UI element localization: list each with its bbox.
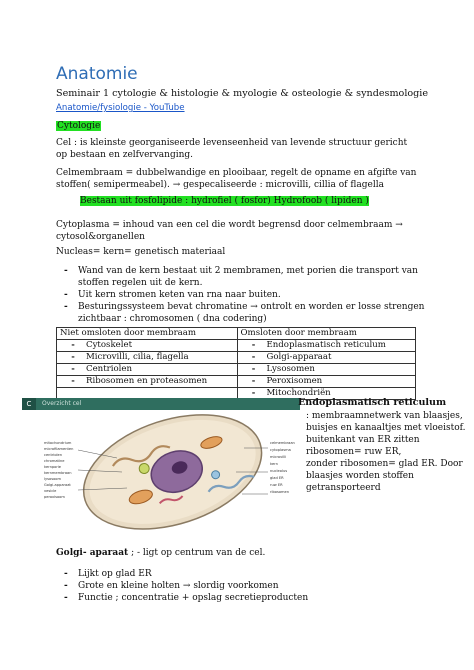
figure-banner-letter: C (22, 398, 36, 410)
youtube-link[interactable]: Anatomie/fysiologie - YouTube (56, 103, 185, 113)
table-cell (57, 364, 238, 376)
table-cell-text: Mitochondriën (266, 388, 331, 398)
er-description (306, 410, 466, 494)
table-cell-text: Centriolen (86, 364, 133, 374)
figure-label: lysosoom (44, 477, 61, 481)
bullet-dash: - (64, 581, 68, 591)
figure-label: ribosomen (270, 490, 290, 494)
bullet-dash: - (251, 364, 256, 374)
er-line: getransporteerd (306, 483, 381, 493)
bullet-dash: - (64, 593, 68, 603)
cytoplasma-paragraph: Cytoplasma = inhoud van een cel die wordt begrensd door celmembraam → cytosol&organellen (56, 220, 403, 242)
golgi-bullet-text: Lijkt op glad ER (78, 569, 152, 579)
bullet-dash: - (64, 569, 68, 579)
table-header-row (57, 328, 416, 340)
figure-label: microvilli (270, 455, 287, 459)
figure-label: chromatine (44, 459, 65, 463)
figure-label: mitochondrium (44, 441, 72, 445)
table-cell (237, 340, 416, 352)
figure-label: ruw ER (270, 483, 283, 487)
figure-label: peroxisoom (44, 495, 65, 499)
bullet-dash: - (71, 376, 75, 386)
figure-label: glad ER (270, 476, 284, 480)
er-heading: Endoplasmatisch reticulum (298, 397, 447, 408)
kern-bullet-text: Uit kern stromen keten van rna naar buiten. (78, 290, 281, 300)
table-cell (57, 340, 238, 352)
figure-label: centriolen (44, 453, 63, 457)
bullet-dash: - (71, 352, 75, 362)
figure-label: vesicle (44, 489, 57, 493)
table-cell-text: Golgi-apparaat (266, 352, 332, 362)
organelle-table (56, 327, 416, 400)
bullet-dash: - (71, 364, 75, 374)
golgi-tail: ; - ligt op centrum van de cel. (128, 548, 266, 558)
kern-bullet-text: Wand van de kern bestaat uit 2 membramen, met porien die transport van (78, 266, 418, 276)
table-cell-text: Lysosomen (266, 364, 315, 374)
er-line: ribosomen= ruw ER, (306, 447, 402, 457)
figure-label: nucleolus (270, 469, 288, 473)
golgi-line (56, 548, 265, 558)
table-cell-text: Microvilli, cilia, flagella (86, 352, 189, 362)
cel-definition: Cel : is kleinste georganiseerde levenseenheid van levende structuur gericht op bestaan en zelfvervanging. (56, 138, 408, 160)
bullet-dash: - (251, 376, 256, 386)
table-cell (237, 352, 416, 364)
page-title: Anatomie (56, 64, 138, 84)
figure-label: kernporie (44, 465, 62, 469)
seminar-subtitle: Seminair 1 cytologie & histologie & myologie & osteologie & syndesmologie (56, 88, 429, 99)
bullet-dash: - (64, 302, 68, 312)
celmembraam-paragraph: Celmembraam = dubbelwandige en plooibaar, regelt de opname en afgifte van stoffen( semipermeabel). → gespecaliseerde : microvilli, cillia of flagella (56, 168, 417, 190)
kern-bullet-text: zichtbaar : chromosomen ( dna codering) (78, 314, 267, 324)
kern-bullet-text: Besturingssysteem bevat chromatine → ontrolt en worden er losse strengen (78, 302, 425, 312)
table-cell-text: Peroxisomen (266, 376, 323, 386)
figure-label: kernmembraan (44, 471, 72, 475)
table-cell (237, 364, 416, 376)
figure-label: kern (270, 462, 278, 466)
table-cell (57, 352, 238, 364)
bullet-dash: - (251, 352, 256, 362)
bullet-dash: - (64, 266, 68, 276)
figure-label: Golgi-apparaat (44, 483, 71, 487)
table-cell-text: Endoplasmatisch reticulum (266, 340, 386, 350)
table-header-cell: Omsloten door membraam (237, 328, 416, 340)
bullet-dash: - (64, 290, 68, 300)
golgi-heading: Golgi- aparaat (56, 548, 129, 558)
figure-label: celmembraan (270, 441, 295, 445)
figure-label: cytoplasma (270, 448, 291, 452)
table-cell (57, 376, 238, 388)
section-tag-cytologie: Cytologie (57, 121, 101, 131)
table-cell-text: Ribosomen en proteasomen (86, 376, 208, 386)
golgi-bullet-text: Grote en kleine holten → slordig voorkomen (78, 581, 279, 591)
nucleas-line: Nucleas= kern= genetisch materiaal (56, 247, 226, 257)
table-cell-text: Cytoskelet (86, 340, 133, 350)
fosfolipide-text: Bestaan uit fosfolipide : hydrofiel ( fosfor) Hydrofoob ( lipiden ) (80, 196, 369, 206)
er-line: blaasjes worden stoffen (306, 471, 414, 481)
table-row (57, 376, 416, 388)
bullet-dash: - (251, 388, 256, 398)
bullet-dash: - (71, 340, 75, 350)
er-line: buitenkant van ER zitten (306, 435, 420, 445)
bullet-dash: - (251, 340, 256, 350)
golgi-bullet-text: Functie ; concentratie + opslag secretieproducten (78, 593, 309, 603)
cell-diagram (22, 410, 300, 530)
table-row (57, 352, 416, 364)
figure-label: microfilamenten (44, 447, 74, 451)
kern-bullet-text: stoffen regelen uit de kern. (78, 278, 203, 288)
er-line: : membraamnetwerk van blaasjes, (306, 411, 463, 421)
table-header-cell: Niet omsloten door membraam (57, 328, 238, 340)
table-row (57, 364, 416, 376)
fosfolipide-paragraph (80, 195, 420, 207)
table-cell (237, 376, 416, 388)
er-line: zonder ribosomen= glad ER. Door (306, 459, 463, 469)
figure-banner-text: Overzicht cel (42, 400, 82, 407)
table-row (57, 340, 416, 352)
er-line: buisjes en kanaaltjes met vloeistof. (306, 423, 466, 433)
